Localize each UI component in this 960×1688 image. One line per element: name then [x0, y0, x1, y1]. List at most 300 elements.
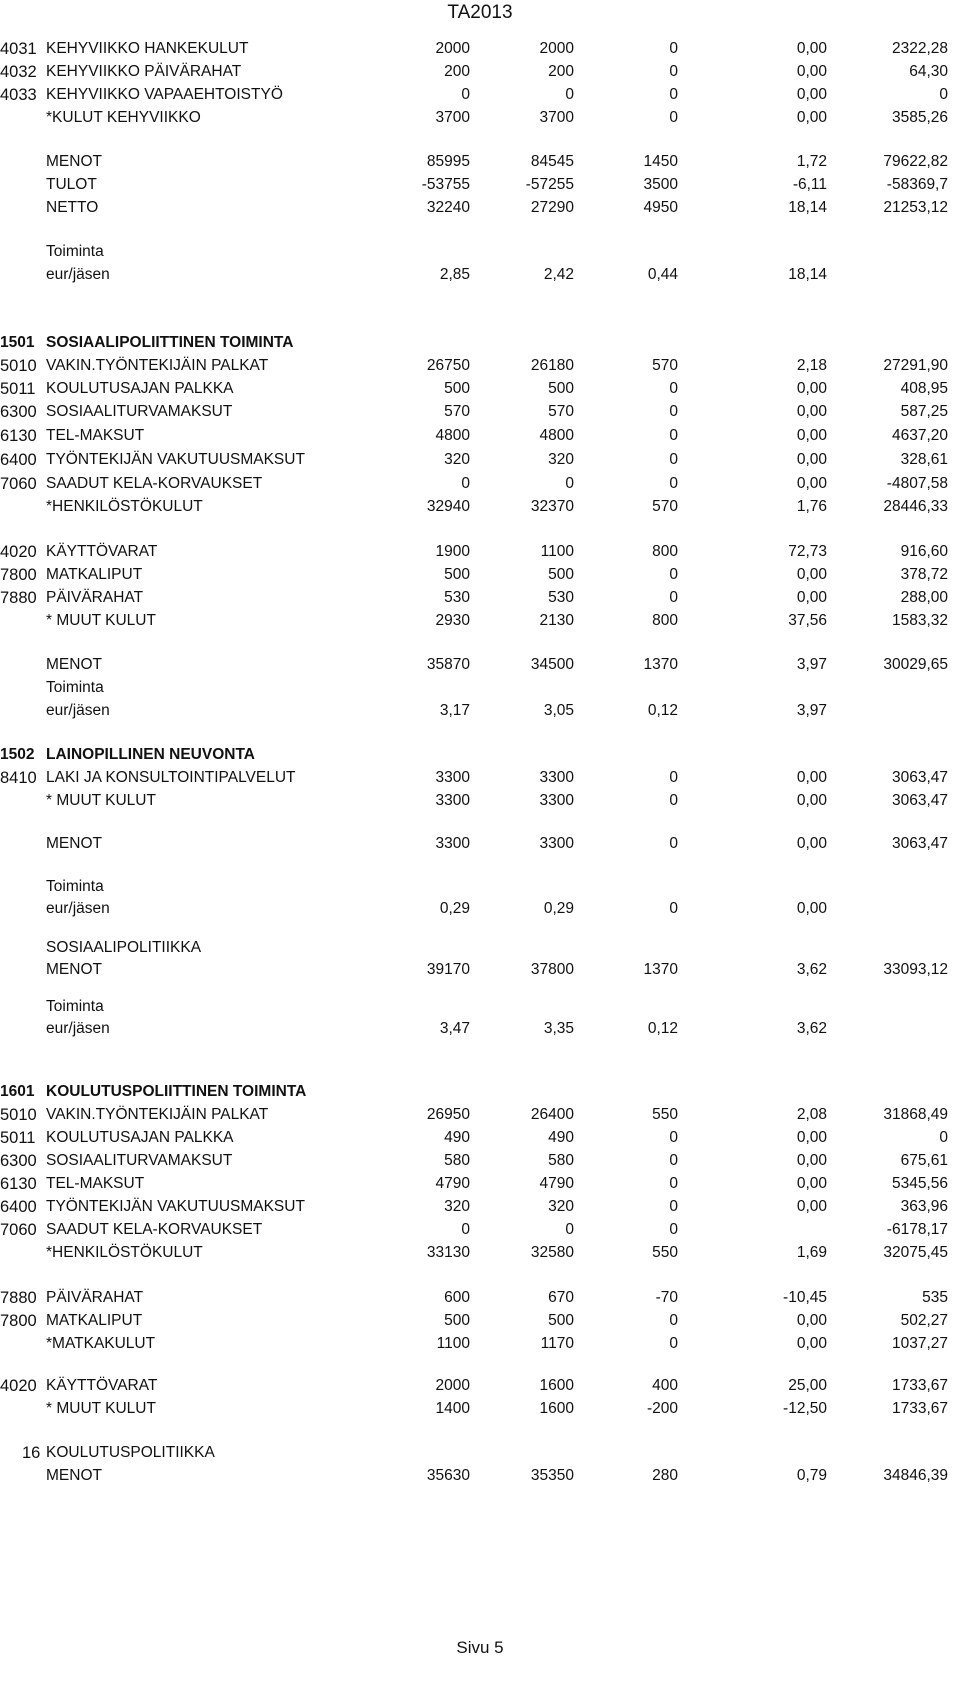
- value-col-4: 25,00: [788, 1377, 827, 1394]
- value-col-2: 2130: [539, 612, 574, 629]
- row-label: NETTO: [46, 199, 99, 216]
- account-code: 8410: [0, 769, 37, 787]
- value-col-3: 0: [669, 40, 678, 57]
- table-row: [0, 1375, 960, 1397]
- value-col-4: 0,00: [796, 109, 827, 126]
- value-col-4: 0,00: [796, 1312, 827, 1329]
- value-col-3: 0: [669, 566, 678, 583]
- table-row: [0, 937, 960, 959]
- value-col-4: 3,62: [796, 961, 827, 978]
- value-col-1: 0: [461, 86, 470, 103]
- account-code: 7060: [0, 1221, 37, 1239]
- value-col-3: 800: [652, 543, 678, 560]
- value-col-3: 0: [669, 769, 678, 786]
- value-col-4: 0,00: [796, 40, 827, 57]
- value-col-2: 530: [548, 589, 574, 606]
- account-code: 7060: [0, 475, 37, 493]
- value-col-4: 1,69: [796, 1244, 827, 1261]
- value-col-4: 0,00: [796, 63, 827, 80]
- row-label: Toiminta: [46, 998, 104, 1015]
- value-col-4: 1,72: [796, 153, 827, 170]
- row-label: MENOT: [46, 656, 102, 673]
- row-label: * MUUT KULUT: [46, 792, 156, 809]
- table-row: [0, 700, 960, 722]
- row-label: MENOT: [46, 835, 102, 852]
- value-col-4: 2,08: [796, 1106, 827, 1123]
- value-col-2: 500: [548, 1312, 574, 1329]
- value-col-5: -6178,17: [886, 1221, 948, 1238]
- value-col-3: 400: [652, 1377, 678, 1394]
- value-col-2: 32370: [530, 498, 574, 515]
- value-col-1: 0,29: [439, 900, 470, 917]
- value-col-1: 32940: [426, 498, 470, 515]
- value-col-5: 1037,27: [891, 1335, 948, 1352]
- value-col-5: 28446,33: [883, 498, 948, 515]
- account-code: 5010: [0, 1106, 37, 1124]
- value-col-4: 72,73: [788, 543, 827, 560]
- table-row: [0, 587, 960, 609]
- table-row: [0, 84, 960, 106]
- row-label: LAKI JA KONSULTOINTIPALVELUT: [46, 769, 296, 786]
- value-col-3: 0: [669, 1198, 678, 1215]
- value-col-2: 580: [548, 1152, 574, 1169]
- value-col-2: 1170: [540, 1335, 574, 1352]
- value-col-1: 4800: [435, 427, 470, 444]
- table-row: [0, 378, 960, 400]
- value-col-1: 2930: [435, 612, 470, 629]
- value-col-1: 600: [444, 1289, 470, 1306]
- value-col-1: 0: [461, 1221, 470, 1238]
- value-col-3: -70: [655, 1289, 678, 1306]
- row-label: TYÖNTEKIJÄN VAKUTUUSMAKSUT: [46, 451, 305, 468]
- row-label: *HENKILÖSTÖKULUT: [46, 498, 203, 515]
- table-row: [0, 654, 960, 676]
- value-col-2: 0,29: [543, 900, 574, 917]
- row-label: KÄYTTÖVARAT: [46, 543, 158, 560]
- value-col-4: 3,62: [796, 1020, 827, 1037]
- value-col-2: 3700: [539, 109, 574, 126]
- account-code: 6300: [0, 403, 37, 421]
- value-col-3: 4950: [643, 199, 678, 216]
- value-col-1: 33130: [426, 1244, 470, 1261]
- account-code: 7800: [0, 1312, 37, 1330]
- value-col-5: 79622,82: [883, 153, 948, 170]
- row-label: *KULUT KEHYVIIKKO: [46, 109, 201, 126]
- section-heading-row: [0, 1081, 960, 1103]
- value-col-5: 328,61: [900, 451, 948, 468]
- table-row: [0, 1310, 960, 1332]
- table-row: [0, 1173, 960, 1195]
- row-label: Toiminta: [46, 878, 104, 895]
- value-col-1: 39170: [426, 961, 470, 978]
- table-row: [0, 151, 960, 173]
- value-col-5: 3063,47: [891, 835, 948, 852]
- value-col-2: 1100: [540, 543, 574, 560]
- table-row: [0, 1287, 960, 1309]
- value-col-3: 1450: [643, 153, 678, 170]
- value-col-1: 26750: [426, 357, 470, 374]
- value-col-1: 26950: [426, 1106, 470, 1123]
- value-col-5: 4637,20: [891, 427, 948, 444]
- value-col-1: 1100: [436, 1335, 470, 1352]
- value-col-1: 570: [444, 403, 470, 420]
- table-row: [0, 767, 960, 789]
- value-col-3: 0: [669, 451, 678, 468]
- value-col-4: 0,00: [796, 427, 827, 444]
- table-row: [0, 876, 960, 898]
- value-col-2: 570: [548, 403, 574, 420]
- row-label: SAADUT KELA-KORVAUKSET: [46, 1221, 263, 1238]
- value-col-1: 32240: [426, 199, 470, 216]
- table-row: [0, 898, 960, 920]
- value-col-2: -57255: [525, 176, 574, 193]
- value-col-4: 0,00: [796, 475, 827, 492]
- value-col-1: 4790: [435, 1175, 470, 1192]
- account-code: 7880: [0, 589, 37, 607]
- value-col-3: 0: [669, 1175, 678, 1192]
- value-col-4: 3,97: [796, 702, 827, 719]
- value-col-5: 535: [922, 1289, 948, 1306]
- value-col-2: 3300: [539, 769, 574, 786]
- table-row: [0, 61, 960, 83]
- value-col-3: 0,12: [647, 1020, 678, 1037]
- value-col-2: 35350: [530, 1467, 574, 1484]
- value-col-5: 587,25: [900, 403, 948, 420]
- value-col-5: 3585,26: [891, 109, 948, 126]
- table-row: [0, 1333, 960, 1355]
- value-col-1: 490: [444, 1129, 470, 1146]
- row-label: TEL-MAKSUT: [46, 1175, 145, 1192]
- value-col-5: 675,61: [900, 1152, 948, 1169]
- value-col-4: 2,18: [796, 357, 827, 374]
- value-col-5: 3063,47: [891, 769, 948, 786]
- value-col-2: 320: [548, 1198, 574, 1215]
- value-col-1: 200: [444, 63, 470, 80]
- value-col-4: 1,76: [796, 498, 827, 515]
- value-col-3: 0: [669, 1152, 678, 1169]
- value-col-4: 0,00: [796, 792, 827, 809]
- table-row: [0, 1150, 960, 1172]
- table-row: [0, 107, 960, 129]
- table-row: [0, 833, 960, 855]
- value-col-2: 3,05: [543, 702, 574, 719]
- row-label: Toiminta: [46, 243, 104, 260]
- table-row: [0, 1398, 960, 1420]
- table-row: [0, 174, 960, 196]
- value-col-3: 0: [669, 589, 678, 606]
- value-col-1: 580: [444, 1152, 470, 1169]
- value-col-3: 800: [652, 612, 678, 629]
- value-col-3: 550: [652, 1106, 678, 1123]
- value-col-4: 0,00: [796, 900, 827, 917]
- value-col-3: 550: [652, 1244, 678, 1261]
- table-row: [0, 1196, 960, 1218]
- table-row: [0, 541, 960, 563]
- value-col-3: 280: [652, 1467, 678, 1484]
- value-col-4: 0,00: [796, 1152, 827, 1169]
- account-code: 5011: [0, 380, 36, 398]
- table-row: [0, 790, 960, 812]
- page-number: Sivu 5: [456, 1638, 504, 1657]
- row-label: MATKALIPUT: [46, 1312, 143, 1329]
- table-row: [0, 241, 960, 263]
- row-label: KOULUTUSAJAN PALKKA: [46, 1129, 234, 1146]
- value-col-2: 27290: [530, 199, 574, 216]
- value-col-1: -53755: [421, 176, 470, 193]
- value-col-3: 0: [669, 475, 678, 492]
- value-col-3: 0: [669, 380, 678, 397]
- table-row: [0, 449, 960, 471]
- row-label: TULOT: [46, 176, 97, 193]
- value-col-5: 1733,67: [891, 1400, 948, 1417]
- value-col-2: 670: [548, 1289, 574, 1306]
- account-code: 7800: [0, 566, 37, 584]
- row-label: eur/jäsen: [46, 702, 110, 719]
- value-col-3: -200: [646, 1400, 678, 1417]
- value-col-1: 1400: [435, 1400, 470, 1417]
- table-row: [0, 610, 960, 632]
- value-col-4: 0,79: [796, 1467, 827, 1484]
- row-label: MATKALIPUT: [46, 566, 143, 583]
- account-code: 5010: [0, 357, 37, 375]
- value-col-5: 2322,28: [891, 40, 948, 57]
- value-col-1: 2,85: [439, 266, 470, 283]
- value-col-2: 500: [548, 566, 574, 583]
- value-col-2: 4800: [539, 427, 574, 444]
- value-col-3: 570: [652, 498, 678, 515]
- row-label: PÄIVÄRAHAT: [46, 1289, 144, 1306]
- row-label: TEL-MAKSUT: [46, 427, 145, 444]
- value-col-2: 2,42: [543, 266, 574, 283]
- value-col-4: 0,00: [796, 1198, 827, 1215]
- row-label: SOSIAALIPOLIITTINEN TOIMINTA: [46, 334, 294, 351]
- account-code: 4032: [0, 63, 37, 81]
- table-row: [0, 496, 960, 518]
- table-row: [0, 1104, 960, 1126]
- row-label: KEHYVIIKKO HANKEKULUT: [46, 40, 249, 57]
- value-col-3: 1370: [643, 656, 678, 673]
- value-col-5: -4807,58: [886, 475, 948, 492]
- table-row: [0, 1242, 960, 1264]
- account-code: 4020: [0, 543, 37, 561]
- account-code: 1501: [0, 334, 35, 351]
- table-row: [0, 959, 960, 981]
- value-col-3: 0: [669, 900, 678, 917]
- value-col-4: 0,00: [796, 380, 827, 397]
- account-code: 1502: [0, 746, 35, 763]
- value-col-4: 0,00: [796, 86, 827, 103]
- account-code: 5011: [0, 1129, 36, 1147]
- value-col-5: 3063,47: [891, 792, 948, 809]
- value-col-2: 3300: [539, 835, 574, 852]
- value-col-2: 26400: [530, 1106, 574, 1123]
- account-code: 4020: [0, 1377, 37, 1395]
- value-col-5: 0: [939, 1129, 948, 1146]
- account-code: 1601: [0, 1083, 35, 1100]
- table-row: [0, 677, 960, 699]
- value-col-4: 0,00: [796, 835, 827, 852]
- value-col-2: 0: [565, 475, 574, 492]
- value-col-2: 4790: [539, 1175, 574, 1192]
- section-heading-row: [0, 744, 960, 766]
- account-code: 6130: [0, 427, 37, 445]
- value-col-4: 0,00: [796, 1335, 827, 1352]
- value-col-3: 0: [669, 1129, 678, 1146]
- value-col-2: 0: [565, 1221, 574, 1238]
- row-label: * MUUT KULUT: [46, 612, 156, 629]
- value-col-2: 34500: [530, 656, 574, 673]
- value-col-1: 320: [444, 1198, 470, 1215]
- value-col-1: 2000: [435, 1377, 470, 1394]
- value-col-3: 0: [669, 1221, 678, 1238]
- value-col-4: 0,00: [796, 1175, 827, 1192]
- value-col-5: 21253,12: [883, 199, 948, 216]
- table-row: [0, 264, 960, 286]
- value-col-5: 288,00: [900, 589, 948, 606]
- value-col-2: 32580: [530, 1244, 574, 1261]
- value-col-3: 1370: [643, 961, 678, 978]
- row-label: VAKIN.TYÖNTEKIJÄIN PALKAT: [46, 357, 269, 374]
- value-col-5: 27291,90: [883, 357, 948, 374]
- row-label: SOSIAALIPOLITIIKKA: [46, 939, 202, 956]
- value-col-3: 0: [669, 1312, 678, 1329]
- value-col-4: 18,14: [788, 266, 827, 283]
- row-label: eur/jäsen: [46, 900, 110, 917]
- row-label: eur/jäsen: [46, 266, 110, 283]
- account-code: 4031: [0, 40, 37, 58]
- table-row: [0, 1442, 960, 1464]
- value-col-2: 3300: [539, 792, 574, 809]
- row-label: MENOT: [46, 153, 102, 170]
- value-col-2: 3,35: [543, 1020, 574, 1037]
- table-row: [0, 1219, 960, 1241]
- value-col-5: 0: [939, 86, 948, 103]
- value-col-5: 5345,56: [891, 1175, 948, 1192]
- value-col-3: 0: [669, 427, 678, 444]
- value-col-5: 30029,65: [883, 656, 948, 673]
- value-col-1: 3300: [435, 792, 470, 809]
- row-label: SOSIAALITURVAMAKSUT: [46, 1152, 233, 1169]
- value-col-3: 0,44: [647, 266, 678, 283]
- row-label: MENOT: [46, 961, 102, 978]
- value-col-5: 502,27: [900, 1312, 948, 1329]
- value-col-4: -10,45: [783, 1289, 827, 1306]
- value-col-2: 1600: [539, 1400, 574, 1417]
- row-label: KOULUTUSAJAN PALKKA: [46, 380, 234, 397]
- value-col-4: 3,97: [796, 656, 827, 673]
- value-col-3: 0: [669, 86, 678, 103]
- table-row: [0, 38, 960, 60]
- account-code: 6130: [0, 1175, 37, 1193]
- account-code: 16: [22, 1444, 41, 1462]
- table-row: [0, 473, 960, 495]
- value-col-1: 3700: [435, 109, 470, 126]
- value-col-1: 500: [444, 566, 470, 583]
- value-col-1: 2000: [435, 40, 470, 57]
- value-col-4: 0,00: [796, 769, 827, 786]
- value-col-3: 3500: [643, 176, 678, 193]
- value-col-1: 35870: [426, 656, 470, 673]
- value-col-3: 0: [669, 792, 678, 809]
- value-col-2: 84545: [530, 153, 574, 170]
- value-col-1: 3,17: [439, 702, 470, 719]
- value-col-5: 31868,49: [883, 1106, 948, 1123]
- table-row: [0, 401, 960, 423]
- row-label: * MUUT KULUT: [46, 1400, 156, 1417]
- value-col-4: 0,00: [796, 589, 827, 606]
- account-code: 7880: [0, 1289, 37, 1307]
- value-col-4: 18,14: [788, 199, 827, 216]
- value-col-4: 0,00: [796, 566, 827, 583]
- value-col-2: 37800: [530, 961, 574, 978]
- row-label: KOULUTUSPOLIITTINEN TOIMINTA: [46, 1083, 307, 1100]
- value-col-5: 916,60: [900, 543, 948, 560]
- row-label: KÄYTTÖVARAT: [46, 1377, 158, 1394]
- value-col-3: 570: [652, 357, 678, 374]
- row-label: VAKIN.TYÖNTEKIJÄIN PALKAT: [46, 1106, 269, 1123]
- value-col-5: 1583,32: [891, 612, 948, 629]
- table-row: [0, 425, 960, 447]
- value-col-2: 320: [548, 451, 574, 468]
- value-col-5: -58369,7: [886, 176, 948, 193]
- value-col-3: 0: [669, 1335, 678, 1352]
- value-col-2: 26180: [530, 357, 574, 374]
- value-col-2: 1600: [539, 1377, 574, 1394]
- value-col-2: 2000: [539, 40, 574, 57]
- row-label: KOULUTUSPOLITIIKKA: [46, 1444, 215, 1461]
- value-col-1: 1900: [435, 543, 470, 560]
- value-col-1: 0: [461, 475, 470, 492]
- value-col-1: 530: [444, 589, 470, 606]
- value-col-1: 500: [444, 1312, 470, 1329]
- value-col-4: 0,00: [796, 451, 827, 468]
- table-row: [0, 355, 960, 377]
- value-col-5: 33093,12: [883, 961, 948, 978]
- table-row: [0, 564, 960, 586]
- value-col-1: 500: [444, 380, 470, 397]
- row-label: KEHYVIIKKO VAPAAEHTOISTYÖ: [46, 86, 283, 103]
- value-col-2: 0: [565, 86, 574, 103]
- value-col-3: 0,12: [647, 702, 678, 719]
- row-label: Toiminta: [46, 679, 104, 696]
- value-col-4: 0,00: [796, 1129, 827, 1146]
- account-code: 4033: [0, 86, 37, 104]
- value-col-1: 35630: [426, 1467, 470, 1484]
- table-row: [0, 1465, 960, 1487]
- page-title: TA2013: [447, 2, 513, 23]
- table-row: [0, 1018, 960, 1040]
- value-col-1: 3300: [435, 769, 470, 786]
- section-heading-row: [0, 332, 960, 354]
- value-col-2: 200: [548, 63, 574, 80]
- row-label: LAINOPILLINEN NEUVONTA: [46, 746, 255, 763]
- value-col-2: 500: [548, 380, 574, 397]
- account-code: 6400: [0, 451, 37, 469]
- value-col-2: 490: [548, 1129, 574, 1146]
- value-col-4: 37,56: [788, 612, 827, 629]
- value-col-3: 0: [669, 403, 678, 420]
- value-col-1: 85995: [426, 153, 470, 170]
- value-col-5: 363,96: [900, 1198, 948, 1215]
- value-col-3: 0: [669, 63, 678, 80]
- table-row: [0, 1127, 960, 1149]
- row-label: SOSIAALITURVAMAKSUT: [46, 403, 233, 420]
- row-label: eur/jäsen: [46, 1020, 110, 1037]
- row-label: MENOT: [46, 1467, 102, 1484]
- value-col-4: 0,00: [796, 403, 827, 420]
- row-label: TYÖNTEKIJÄN VAKUTUUSMAKSUT: [46, 1198, 305, 1215]
- row-label: *MATKAKULUT: [46, 1335, 156, 1352]
